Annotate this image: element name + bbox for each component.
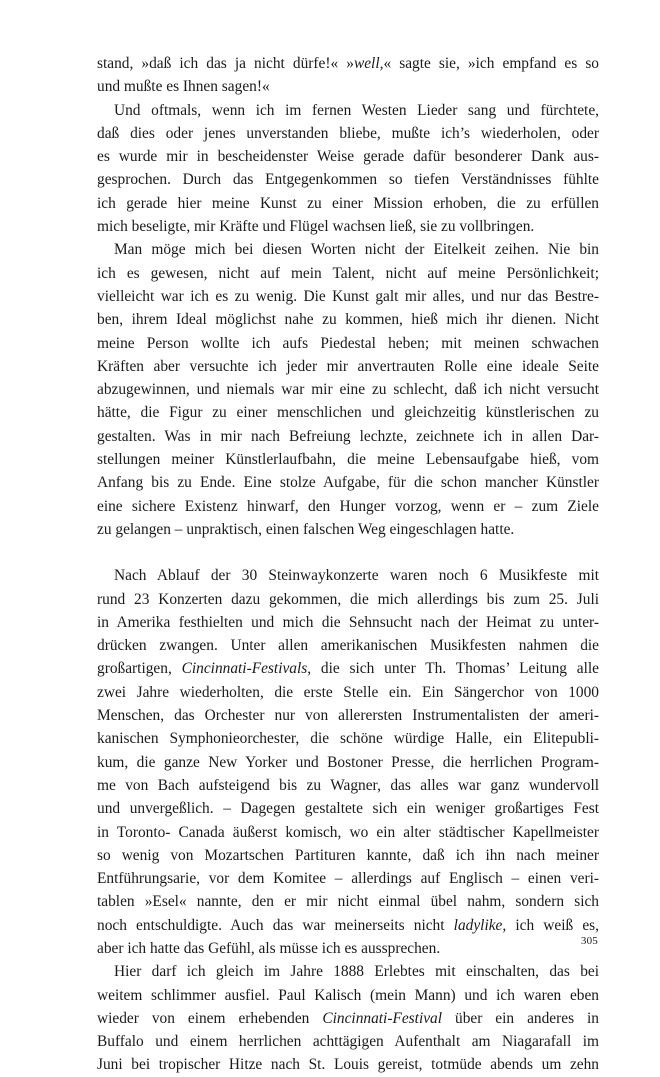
text-line: gestalten. Was in mir nach Befreiung lechzte, zeichnete ich in allen Dar-	[97, 427, 599, 445]
text-line: aber ich hatte das Gefühl, als müsse ich es aussprechen.	[97, 939, 441, 957]
text-line: Kräften aber versuchte ich jeder mir anvertrauten Rolle eine ideale Seite	[97, 357, 599, 375]
text-line: noch entschuldigte. Auch das war meinerseits nicht ladylike, ich weiß es,	[97, 916, 600, 934]
text-line: eine sichere Existenz hinwarf, den Hunger vorzog, wenn er – zum Ziele	[97, 497, 599, 515]
text-line: es wurde mir in bescheidenster Weise gerade dafür besonderer Dank aus-	[97, 148, 599, 166]
text-line: Hier darf ich gleich im Jahre 1888 Erlebtes mit einschalten, das bei	[114, 963, 599, 981]
text-line: Man möge mich bei diesen Worten nicht der Eitelkeit zeihen. Nie bin	[114, 241, 599, 259]
text-line: hätte, die Figur zu einer menschlichen und gleichzeitig künstlerischen zu	[97, 404, 599, 422]
text-line: kanischen Symphonieorchester, die schöne würdige Halle, ein Elitepubli-	[97, 730, 599, 748]
text-line: rund 23 Konzerten dazu gekommen, die mich allerdings bis zum 25. Juli	[97, 590, 599, 608]
text-line: tablen »Esel« nannte, den er mir nicht einmal übel nahm, sondern sich	[97, 893, 599, 911]
section-gap	[97, 541, 599, 564]
text-line: ich es gewesen, nicht auf mein Talent, nicht auf meine Persönlichkeit;	[97, 264, 599, 282]
text-line: so wenig von Mozartschen Partituren kannte, daß ich ihn nach meiner	[97, 846, 599, 864]
text-line: Menschen, das Orchester nur von allerersten Instrumentalisten der ameri-	[97, 707, 599, 725]
text-line: zu gelangen – unpraktisch, einen falschen Weg eingeschlagen hatte.	[97, 520, 515, 538]
text-line: stellungen meiner Künstlerlaufbahn, die meine Lebensaufgabe hieß, vom	[97, 451, 599, 469]
text-line: kum, die ganze New Yorker und Bostoner Presse, die herrlichen Program-	[97, 753, 599, 771]
text-line: Anfang bis zu Ende. Eine stolze Aufgabe, für die schon mancher Künstler	[97, 474, 599, 492]
text-line: gesprochen. Durch das Entgegenkommen so tiefen Verständnisses fühlte	[97, 171, 599, 189]
paragraph	[97, 564, 599, 960]
text-line: und unvergeßlich. – Dagegen gestaltete sich ein weniger großartiges Fest	[97, 800, 599, 818]
text-line: wieder von einem erhebenden Cincinnati-Festival über ein anderes in	[97, 1009, 599, 1027]
text-line: und mußte es Ihnen sagen!«	[97, 78, 270, 96]
text-line: in Amerika festhielten und mich die Sehnsucht nach der Heimat zu unter-	[97, 613, 599, 631]
text-line: abzugewinnen, und niemals war mir eine zu schlecht, daß ich nicht versucht	[97, 381, 599, 399]
paragraph	[97, 238, 599, 541]
text-line: drücken zwangen. Unter allen amerikanischen Musikfesten nahmen die	[97, 637, 599, 655]
body-text	[97, 52, 599, 1077]
text-line: ben, ihrem Ideal möglichst nahe zu kommen, hieß mich ihr dienen. Nicht	[97, 311, 599, 329]
paragraph	[97, 960, 599, 1076]
text-line: in Toronto- Canada äußerst komisch, wo ein alter städtischer Kapellmeister	[97, 823, 599, 841]
text-line: meine Person wollte ich aufs Piedestal heben; mit meinen schwachen	[97, 334, 599, 352]
text-line: me von Bach aufsteigend bis zu Wagner, das alles war ganz wundervoll	[97, 776, 599, 794]
paragraph	[97, 52, 599, 99]
text-line: Juni bei tropischer Hitze nach St. Louis gereist, totmüde abends um zehn	[97, 1056, 599, 1074]
text-line: daß dies oder jenes unverstanden bliebe, mußte ich’s wiederholen, oder	[97, 124, 599, 142]
text-line: großartigen, Cincinnati-Festivals, die sich unter Th. Thomas’ Leitung alle	[97, 660, 599, 678]
text-line: mich beseligte, mir Kräfte und Flügel wachsen ließ, sie zu vollbringen.	[97, 218, 535, 236]
text-line: stand, »daß ich das ja nicht dürfe!« »well,« sagte sie, »ich empfand es so	[97, 55, 599, 72]
text-line: Entführungsarie, vor dem Komitee – allerdings auf Englisch – einen veri-	[97, 870, 599, 888]
text-line: zwei Jahre wiederholten, die erste Stelle ein. Ein Sängerchor von 1000	[97, 683, 599, 701]
text-line: Nach Ablauf der 30 Steinwaykonzerte waren noch 6 Musikfeste mit	[114, 567, 599, 585]
text-line: Und oftmals, wenn ich im fernen Westen Lieder sang und fürchtete,	[114, 101, 599, 119]
text-line: ich gerade hier meine Kunst zu einer Mission erhoben, die zu erfüllen	[97, 194, 599, 212]
text-line: weitem schlimmer ausfiel. Paul Kalisch (mein Mann) und ich waren eben	[97, 986, 599, 1004]
paragraph	[97, 99, 599, 239]
text-line: Buffalo und einem herrlichen achttägigen Aufenthalt am Niagarafall im	[97, 1033, 599, 1051]
page-number: 305	[580, 935, 598, 947]
text-line: vielleicht war ich es zu wenig. Die Kunst galt mir alles, und nur das Bestre-	[97, 287, 599, 305]
